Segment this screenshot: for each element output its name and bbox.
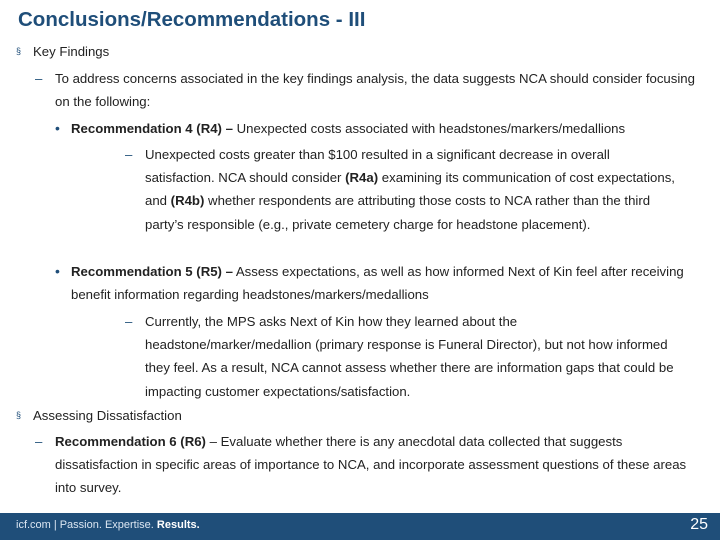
recommendation-4-label: Recommendation 4 (R4) – [71, 121, 233, 136]
slide-title: Conclusions/Recommendations - III [18, 8, 366, 31]
bullet-assessing-dissatisfaction: § Assessing Dissatisfaction [33, 404, 693, 427]
recommendation-5-detail: – Currently, the MPS asks Next of Kin how they learned about the headstone/marker/medallion (primary response is Funeral Director), but not how informed they feel. As a result, NCA cannot assess whether there are information gaps that could be impacting customer expectations/satisfaction. [145, 310, 680, 403]
r4a-tag: (R4a) [345, 170, 379, 186]
square-bullet-icon: § [16, 410, 22, 420]
recommendation-4: • Recommendation 4 (R4) – Unexpected costs associated with headstones/markers/medallions [71, 117, 706, 140]
page-number: 25 [690, 516, 708, 533]
footer-tagline: Passion. Expertise. [59, 519, 154, 531]
dash-bullet-icon: – [125, 147, 133, 162]
recommendation-6-label: Recommendation 6 (R6) [55, 434, 206, 449]
dot-bullet-icon: • [55, 120, 60, 136]
footer-bar [0, 513, 720, 540]
footer-site: icf.com [16, 519, 51, 531]
dot-bullet-icon: • [55, 263, 60, 279]
r4b-tag: (R4b) [170, 193, 205, 209]
dash-bullet-icon: – [35, 434, 43, 449]
footer-tagline-bold: Results. [156, 519, 200, 531]
subbullet-key-findings-summary: – To address concerns associated in the key findings analysis, the data suggests NCA should consider focusing on the following: [55, 67, 705, 113]
dash-bullet-icon: – [35, 71, 43, 86]
recommendation-6: – Recommendation 6 (R6) – Evaluate whether there is any anecdotal data collected that suggests dissatisfaction in specific areas of importance to NCA, and incorporate assessment questions of these areas into survey. [55, 430, 705, 500]
footer-brand [16, 519, 200, 531]
recommendation-5: • Recommendation 5 (R5) – Assess expectations, as well as how informed Next of Kin feel after receiving benefit information regarding headstones/markers/medallions [71, 260, 711, 306]
recommendation-5-label: Recommendation 5 (R5) – [71, 264, 233, 279]
bullet-key-findings: § Key Findings [33, 40, 693, 63]
square-bullet-icon: § [16, 46, 22, 56]
dash-bullet-icon: – [125, 314, 133, 329]
recommendation-4-detail: – Unexpected costs greater than $100 resulted in a significant decrease in overall satisfaction. NCA should consider (R4a) examining its communication of cost expectations, and (R4b) whether respondents are attributing those costs to NCA rather than the third party’s responsible (e.g., private cemetery charge for headstone placement). [145, 143, 680, 236]
footer-separator: | [53, 519, 57, 531]
